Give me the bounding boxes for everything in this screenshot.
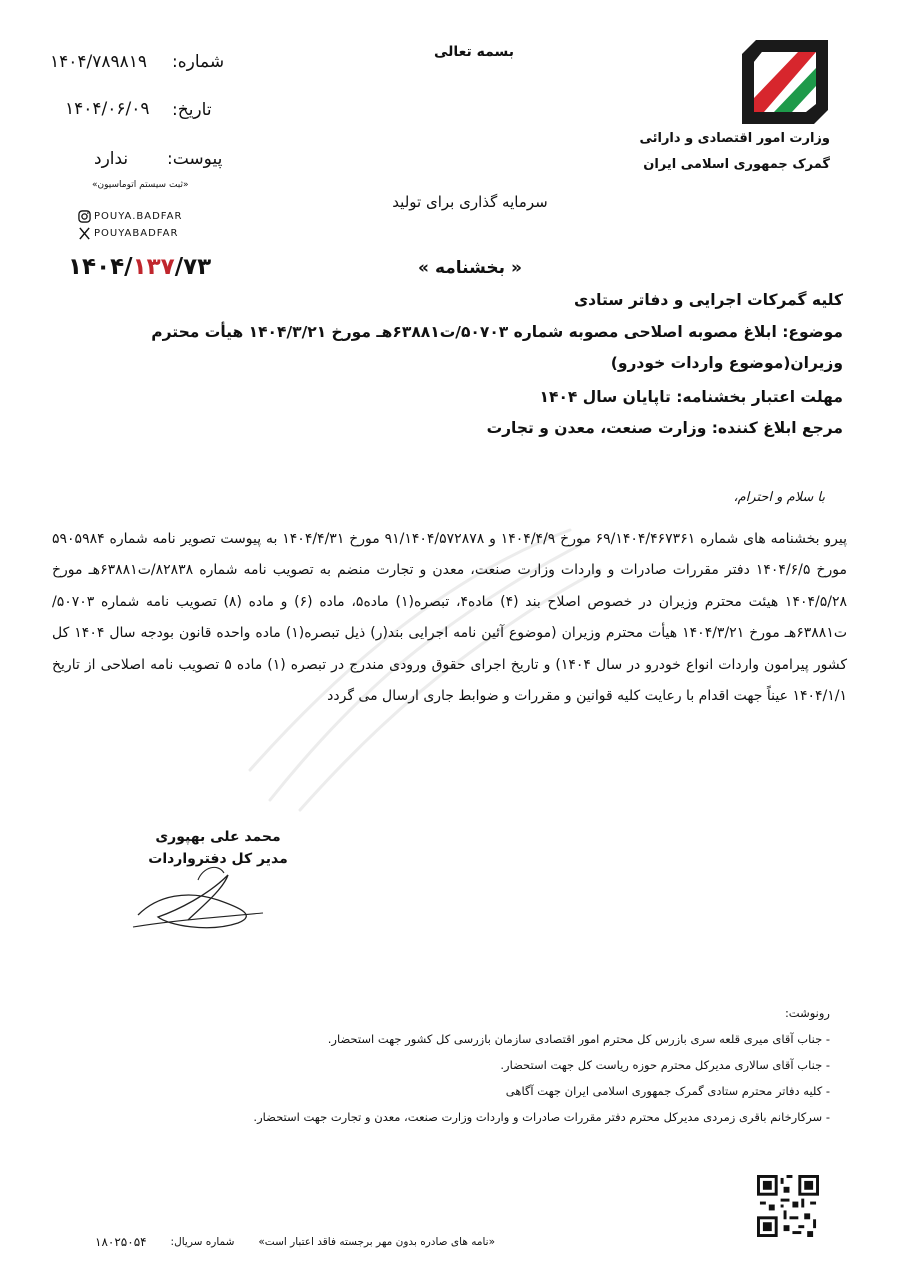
x-icon (78, 227, 91, 240)
greeting: با سلام و احترام، (733, 490, 825, 505)
qr-code (757, 1175, 819, 1237)
copies-list (190, 1000, 830, 1130)
circular-number (68, 254, 211, 280)
addressee: کلیه گمرکات اجرایی و دفاتر ستادی (573, 291, 843, 309)
footer (95, 1235, 495, 1249)
x-text: POUYABADFAR (94, 228, 179, 239)
besmellah: بسمه تعالی (433, 44, 515, 60)
circular-prefix: ۱۴۰۴/ (68, 254, 133, 280)
subject: موضوع: ابلاغ مصوبه اصلاحی مصوبه شماره ۵۰۷۰۳/ت۶۳۸۸۱هـ مورخ ۱۴۰۴/۳/۲۱ هیأت محترم وزیران(موضوع واردات خودرو) (151, 322, 843, 372)
signer-position: مدیر کل دفترواردات (148, 851, 288, 867)
signature (128, 855, 268, 935)
serial-value: ۱۸۰۲۵۰۵۴ (95, 1235, 147, 1249)
date-value: ۱۴۰۴/۰۶/۰۹ (65, 99, 150, 119)
number-value: ۱۴۰۴/۷۸۹۸۱۹ (50, 52, 148, 72)
ministry-name: وزارت امور اقتصادی و دارائی (639, 131, 830, 146)
instagram-icon (78, 210, 91, 223)
reference: مرجع ابلاغ کننده: وزارت صنعت، معدن و تجارت (486, 419, 843, 437)
copy-item: - سرکارخانم باقری زمردی مدیرکل محترم دفتر مقررات صادرات و واردات وزارت صنعت، معدن و تجارت جهت استحضار. (253, 1110, 830, 1124)
customs-logo (738, 38, 830, 124)
automation-note: «ثبت سیستم اتوماسیون» (92, 180, 189, 190)
instagram-text: POUYA.BADFAR (94, 211, 183, 222)
date-label: تاریخ: (172, 100, 212, 120)
ministry-header (639, 126, 830, 178)
body-text: پیرو بخشنامه های شماره ۶۹/۱۴۰۴/۴۶۷۳۶۱ مورخ ۱۴۰۴/۴/۹ و ۹۱/۱۴۰۴/۵۷۲۸۷۸ مورخ ۱۴۰۴/۴/۳۱ به پیوست تصویر نامه شماره ۵۹۰۵۹۸۴ مورخ ۱۴۰۴/۶/۵ دفتر مقررات صادرات و واردات وزارت صنعت، معدن و تجارت منضم به تصویب نامه شماره ۸۲۸۳۸/ت۶۳۸۸۱هـ مورخ ۱۴۰۴/۵/۲۸ هیئت محترم وزیران در خصوص اصلاح بند (۴) ماده۴، تبصره(۱) ماده۵، ماده (۶) و ماده (۸) تصویب نامه شماره ۵۰۷۰۳/ت۶۳۸۸۱هـ مورخ ۱۴۰۴/۳/۲۱ هیأت محترم وزیران (موضوع آئین نامه اجرایی بند(ر) ذیل تبصره(۱) ماده واحده قانون بودجه سال ۱۴۰۴ کل کشور پیرامون واردات انواع خودرو در سال ۱۴۰۴) و تاریخ اجرای حقوق ورودی مندرج در تبصره (۱) ماده ۵ تصویب نامه اصلاحی از تاریخ ۱۴۰۴/۱/۱ عیناً جهت اقدام با رعایت کلیه قوانین و مقررات و ضوابط جاری ارسال می گردد (52, 531, 848, 705)
serial-label: شماره سریال: (170, 1236, 235, 1248)
circular-mid: ۱۳۷ (132, 254, 175, 280)
signer-name: محمد علی بهپوری (155, 829, 281, 845)
slogan: سرمایه گذاری برای تولید (392, 193, 548, 211)
x-handle (78, 227, 178, 240)
attachment-value: ندارد (94, 149, 129, 169)
copy-item: - کلیه دفاتر محترم ستادی گمرک جمهوری اسلامی ایران جهت آگاهی (505, 1084, 830, 1098)
circular-header (53, 285, 843, 445)
instagram-handle (78, 210, 182, 223)
attachment-label: پیوست: (167, 149, 223, 169)
footer-note: «نامه های صادره بدون مهر برجسته فاقد اعتبار است» (258, 1236, 495, 1248)
number-label: شماره: (172, 52, 225, 72)
copies-title: رونوشت: (784, 1006, 830, 1020)
validity: مهلت اعتبار بخشنامه: تاپایان سال ۱۴۰۴ (539, 387, 843, 406)
document-title: « بخشنامه » (418, 258, 522, 278)
org-name: گمرک جمهوری اسلامی ایران (643, 157, 830, 172)
copy-item: - جناب آقای میری قلعه سری بازرس کل محترم امور اقتصادی سازمان بازرسی کل کشور جهت استحضار. (327, 1032, 830, 1046)
copy-item: - جناب آقای سالاری مدیرکل محترم حوزه ریاست کل جهت استحضار. (500, 1058, 830, 1072)
circular-suffix: /۷۳ (174, 254, 212, 280)
